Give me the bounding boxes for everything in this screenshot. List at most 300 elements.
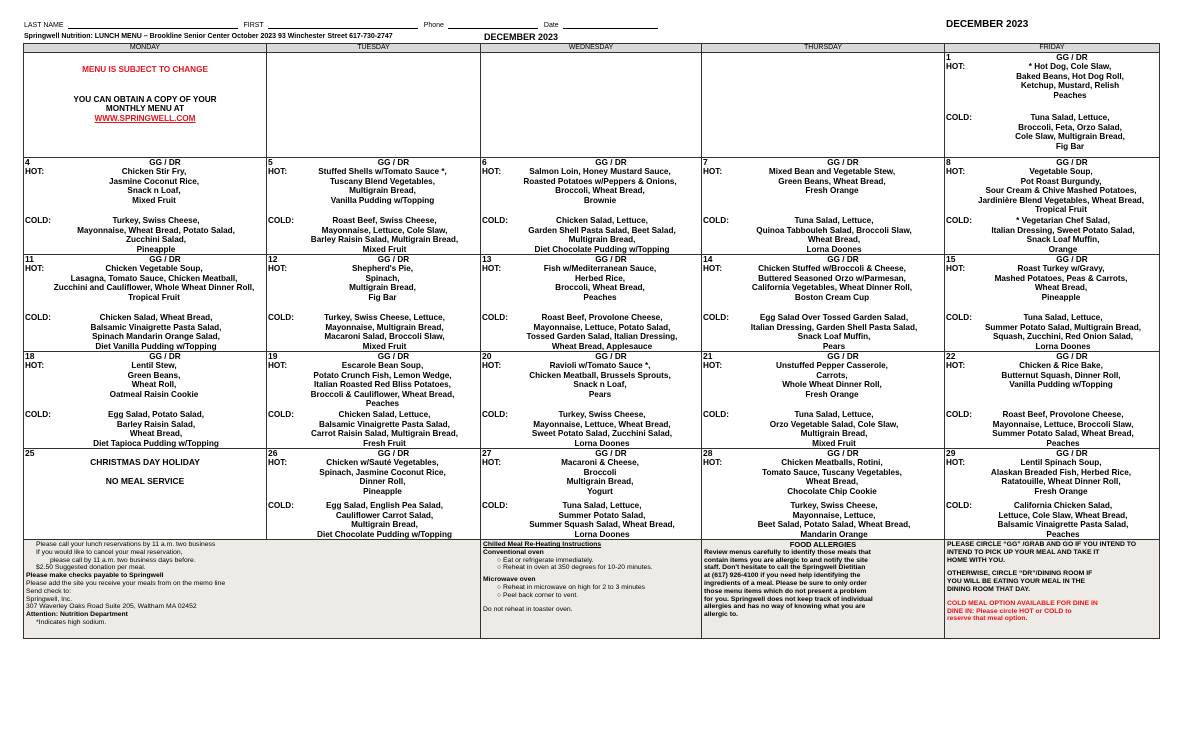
copy-notice-line: YOU CAN OBTAIN A COPY OF YOUR	[73, 94, 217, 104]
hot-item: Green Beans, Wheat Bread,	[778, 176, 886, 186]
hot-label[interactable]: HOT:	[25, 361, 45, 370]
week-row	[24, 449, 1160, 540]
cold-item: Tuna Salad, Lettuce,	[1030, 113, 1110, 122]
gg-dr-choice[interactable]: GG / DR	[1056, 53, 1088, 62]
day-cell	[481, 255, 702, 352]
hot-item: Boston Cream Cup	[794, 292, 870, 302]
cold-item: Sweet Potato Salad, Zucchini Salad,	[531, 429, 673, 438]
month-title: DECEMBER 2023	[484, 32, 559, 42]
website-link[interactable]: WWW.SPRINGWELL.COM	[94, 113, 196, 123]
info-bullet: $2.50 Suggested donation per meal.	[36, 564, 146, 572]
cold-item: Carrot Raisin Salad, Multigrain Bread,	[311, 429, 458, 438]
cold-item: California Chicken Salad,	[1013, 501, 1113, 510]
day-cell	[702, 158, 945, 255]
info-bullet: Please call your lunch reservations by 11 a.m. two business	[36, 541, 216, 548]
day-number: 28	[703, 448, 713, 458]
hot-item: Vanilla Pudding w/Topping	[1009, 380, 1113, 389]
cold-item: Roast Beef, Provolone Cheese,	[541, 313, 663, 322]
allergy-text: those menu items which do not present a problem	[704, 587, 867, 595]
week-row	[24, 255, 1160, 352]
gg-dr-choice[interactable]: GG / DR	[1056, 158, 1088, 167]
cold-option-note: reserve that meal option.	[947, 615, 1028, 623]
cold-item: Tuna Salad, Lettuce,	[794, 216, 874, 225]
allergy-text: for you. Springwell does not keep track of individual	[704, 595, 873, 603]
cold-item: Diet Chocolate Pudding w/Topping	[534, 244, 670, 254]
gg-instruction: HOME WITH YOU.	[947, 556, 1006, 564]
cold-item: Fig Bar	[1055, 141, 1085, 151]
hot-label[interactable]: HOT:	[703, 361, 723, 370]
gg-dr-choice[interactable]: GG / DR	[595, 352, 627, 361]
gg-dr-choice[interactable]: GG / DR	[377, 255, 410, 264]
gg-dr-choice[interactable]: GG / DR	[827, 449, 859, 458]
day-number: 26	[268, 448, 278, 458]
allergy-text: ingredients of a meal. Please be sure to only order	[704, 579, 867, 587]
day-number: 4	[25, 157, 30, 167]
date-field[interactable]	[563, 21, 658, 29]
cold-label[interactable]: COLD:	[946, 313, 972, 322]
hot-label[interactable]: HOT:	[946, 62, 966, 71]
allergy-text: contain items you are allergic to and notify the site	[704, 556, 868, 564]
day-number: 1	[946, 52, 951, 62]
cold-item: Wheat Bread,	[807, 235, 861, 244]
hot-item: Oatmeal Raisin Cookie	[109, 389, 199, 399]
gg-dr-choice[interactable]: GG / DR	[595, 449, 627, 458]
send-check-label: Send check to:	[26, 587, 71, 595]
cold-item: Multigrain Bread,	[568, 235, 636, 244]
gg-dr-choice[interactable]: GG / DR	[1056, 449, 1088, 458]
gg-dr-choice[interactable]: GG / DR	[827, 158, 859, 167]
cold-item: Squash, Zucchini, Red Onion Salad,	[992, 332, 1134, 341]
hot-item: Baked Beans, Hot Dog Roll,	[1016, 71, 1124, 81]
cold-item: Mayonnaise, Multigrain Bread,	[325, 322, 444, 332]
reheat-step-text: Peel back corner to vent.	[503, 591, 579, 599]
cold-label[interactable]: COLD:	[25, 410, 51, 419]
cold-item: Summer Squash Salad, Wheat Bread,	[529, 520, 675, 529]
cold-item: Diet Chocolate Pudding w/Topping	[317, 529, 452, 539]
day-number: 25	[25, 448, 35, 458]
hot-label[interactable]: HOT:	[25, 264, 45, 273]
hot-label[interactable]: HOT:	[25, 167, 45, 176]
hot-item: California Vegetables, Wheat Dinner Roll,	[751, 283, 913, 292]
attention-line: Attention: Nutrition Department	[26, 611, 128, 619]
org-name: Springwell, Inc.	[26, 595, 73, 603]
hot-label[interactable]: HOT:	[482, 167, 502, 176]
hot-item: Whole Wheat Dinner Roll,	[782, 380, 882, 389]
cold-item: * Vegetarian Chef Salad,	[1016, 216, 1110, 225]
hot-label[interactable]: HOT:	[946, 361, 966, 370]
gg-dr-choice[interactable]: GG / DR	[595, 158, 627, 167]
allergy-text: at (617) 926-4100 if you need help identifying the	[704, 572, 861, 580]
hot-item: Brownie	[583, 195, 617, 205]
empty-day-cell	[481, 53, 702, 158]
hot-item: Salmon Loin, Honey Mustard Sauce,	[529, 167, 671, 176]
gg-dr-choice[interactable]: GG / DR	[377, 352, 410, 361]
hot-item: Roast Turkey w/Gravy,	[1017, 264, 1105, 273]
hot-item: Lasagna, Tomato Sauce, Chicken Meatball,	[70, 273, 238, 283]
hot-item: Chicken Meatballs, Rotini,	[781, 458, 883, 467]
cold-item: Snack Loaf Muffin,	[797, 332, 871, 341]
hot-item: Vanilla Pudding w/Topping	[330, 195, 435, 205]
hot-item: Dinner Roll,	[359, 477, 406, 486]
cold-item: Mayonnaise, Lettuce, Broccoli Slaw,	[992, 419, 1134, 429]
hot-item: Peaches	[1053, 90, 1087, 100]
allergy-text: Review menus carefully to identify those meals that	[704, 548, 871, 556]
hot-label[interactable]: HOT:	[482, 458, 502, 467]
cold-item: Quinoa Tabbouleh Salad, Broccoli Slaw,	[756, 225, 912, 235]
cold-label[interactable]: COLD:	[482, 216, 508, 225]
gg-dr-instructions	[945, 540, 1160, 639]
cold-item: Mayonnaise, Lettuce,	[792, 510, 876, 520]
hot-label[interactable]: HOT:	[482, 264, 502, 273]
gg-dr-choice[interactable]: GG / DR	[377, 158, 410, 167]
cold-label[interactable]: COLD:	[25, 216, 51, 225]
hot-item: Fresh Orange	[805, 186, 859, 195]
day-number: 29	[946, 448, 956, 458]
gg-dr-choice[interactable]: GG / DR	[595, 255, 627, 264]
cold-item: Wheat Bread, Applesauce	[551, 341, 653, 351]
name-line	[24, 21, 662, 29]
cold-item: Lorna Doones	[574, 529, 630, 539]
cold-item: Balsamic Vinaigrette Pasta Salad,	[997, 520, 1129, 529]
hot-item: Ratatouille, Wheat Dinner Roll,	[1001, 477, 1121, 486]
first-label: FIRST	[243, 22, 264, 29]
microwave-heading: Microwave oven	[483, 576, 536, 584]
hot-item: Tuscany Blend Vegetables,	[330, 176, 435, 186]
cold-label[interactable]: COLD:	[268, 410, 294, 419]
hot-label[interactable]: HOT:	[703, 264, 723, 273]
gg-instruction: INTEND TO PICK UP YOUR MEAL AND TAKE IT	[947, 548, 1100, 556]
allergy-text: staff. Don't hesitate to call the Springwell Dietitian	[704, 564, 866, 572]
day-number: 14	[703, 254, 713, 264]
hot-item: Macaroni & Cheese,	[561, 458, 639, 467]
day-number: 6	[482, 157, 487, 167]
notice-cell	[24, 53, 267, 158]
cold-label[interactable]: COLD:	[703, 216, 729, 225]
hot-item: Green Beans,	[127, 370, 181, 380]
cold-item: Peaches	[1046, 529, 1080, 539]
cold-item: Chicken Salad, Lettuce,	[556, 216, 648, 225]
conventional-oven-heading: Conventional oven	[483, 548, 544, 556]
cold-label[interactable]: COLD:	[268, 313, 294, 322]
hot-item: Escarole Bean Soup,	[341, 361, 424, 370]
hot-item: Italian Roasted Red Bliss Potatoes,	[314, 380, 451, 389]
copy-notice-line: MONTHLY MENU AT	[105, 104, 185, 113]
hot-item: Mixed Fruit	[132, 195, 176, 205]
day-cell	[945, 352, 1160, 449]
hot-item: Fresh Orange	[805, 389, 859, 399]
hot-item: Roasted Potatoes w/Peppers & Onions,	[523, 176, 677, 186]
cold-item: Garden Shell Pasta Salad, Beet Salad,	[528, 225, 676, 235]
day-number: 27	[482, 448, 492, 458]
cold-item: Turkey, Swiss Cheese,	[558, 410, 646, 419]
cold-item: Macaroni Salad, Broccoli Slaw,	[324, 332, 445, 341]
cold-option-note: COLD MEAL OPTION AVAILABLE FOR DINE IN	[947, 599, 1098, 607]
cold-label[interactable]: COLD:	[268, 216, 294, 225]
cold-label[interactable]: COLD:	[703, 410, 729, 419]
hot-item: Carrots,	[816, 370, 848, 380]
hot-item: Wheat Bread,	[805, 477, 859, 486]
reheat-step-text: Reheat in oven at 350 degrees for 10-20 minutes.	[503, 564, 653, 572]
cold-option-note: DINE IN: Please circle HOT or COLD to	[947, 607, 1072, 615]
day-number: 15	[946, 254, 956, 264]
gg-dr-choice[interactable]: GG / DR	[149, 158, 181, 167]
day-cell	[24, 158, 267, 255]
cold-label[interactable]: COLD:	[946, 113, 972, 122]
hot-item: Butternut Squash, Dinner Roll,	[1001, 370, 1121, 380]
reheat-step: ○ Peel back corner to vent.	[497, 591, 579, 599]
cold-label[interactable]: COLD:	[268, 501, 294, 510]
day-number: 19	[268, 351, 278, 361]
holiday-title: CHRISTMAS DAY HOLIDAY	[90, 457, 200, 467]
cold-item: Chicken Salad, Wheat Bread,	[99, 313, 213, 322]
cold-item: Mayonnaise, Lettuce, Potato Salad,	[533, 322, 671, 332]
allergies-title: FOOD ALLERGIES	[789, 540, 857, 549]
hot-label[interactable]: HOT:	[703, 167, 723, 176]
day-number: 12	[268, 254, 278, 264]
hot-label[interactable]: HOT:	[268, 458, 288, 467]
hot-item: Pot Roast Burgundy,	[1020, 176, 1102, 186]
cold-item: Italian Dressing, Sweet Potato Salad,	[991, 225, 1135, 235]
reservation-info	[24, 540, 481, 639]
dr-instruction: YOU WILL BE EATING YOUR MEAL IN THE	[947, 578, 1086, 586]
day-number: 20	[482, 351, 492, 361]
hot-item: Broccoli	[583, 467, 617, 477]
gg-dr-choice[interactable]: GG / DR	[827, 255, 859, 264]
cold-label[interactable]: COLD:	[946, 501, 972, 510]
info-footer-row	[24, 540, 1160, 639]
hot-item: Stuffed Shells w/Tomato Sauce *,	[318, 167, 447, 176]
menu-change-notice: MENU IS SUBJECT TO CHANGE	[82, 65, 208, 74]
gg-dr-choice[interactable]: GG / DR	[1056, 352, 1088, 361]
hot-item: Jasmine Coconut Rice,	[108, 176, 200, 186]
info-bullet: please call by 11 a.m. two business days before.	[50, 556, 196, 564]
cold-item: Balsamic Vinaigrette Pasta Salad,	[319, 419, 450, 429]
phone-label: Phone	[423, 22, 444, 29]
phone-field[interactable]	[448, 21, 538, 29]
dr-instruction: DINING ROOM THAT DAY.	[947, 585, 1031, 593]
cold-item: Multigrain Bread,	[800, 429, 868, 438]
day-cell	[24, 255, 267, 352]
cold-item: Lorna Doones	[806, 244, 862, 254]
hot-label[interactable]: HOT:	[268, 361, 288, 370]
cold-item: Snack Loaf Muffin,	[1026, 235, 1100, 244]
hot-item: Peaches	[583, 292, 617, 302]
cold-item: Tossed Garden Salad, Italian Dressing,	[526, 332, 678, 341]
hot-item: Jardinière Blend Vegetables, Wheat Bread,	[977, 195, 1145, 205]
day-header-wednesday: WEDNESDAY	[481, 44, 702, 53]
hot-item: Mixed Bean and Vegetable Stew,	[768, 167, 896, 176]
day-cell	[481, 449, 702, 540]
hot-item: Multigrain Bread,	[349, 186, 416, 195]
gg-dr-choice[interactable]: GG / DR	[149, 255, 181, 264]
reheat-step: ○ Reheat in oven at 350 degrees for 10-20 minutes.	[497, 564, 653, 572]
memo-note: Please add the site you receive your meals from on the memo line	[26, 579, 226, 587]
day-cell	[267, 449, 481, 540]
last-name-label: LAST NAME	[24, 22, 64, 29]
hot-item: Ravioli w/Tomato Sauce *,	[549, 361, 651, 370]
hot-item: Chicken Stuffed w/Broccoli & Cheese,	[758, 264, 906, 273]
cold-item: Peaches	[1046, 438, 1080, 448]
first-name-field[interactable]	[268, 21, 418, 29]
cold-label[interactable]: COLD:	[946, 410, 972, 419]
hot-item: Fresh Orange	[1034, 486, 1088, 496]
hot-item: Sour Cream & Chive Mashed Potatoes,	[985, 186, 1137, 195]
last-name-field[interactable]	[68, 21, 238, 29]
hot-item: Ketchup, Mustard, Relish	[1020, 81, 1120, 90]
gg-instruction: PLEASE CIRCLE “GG” /GRAB AND GO IF YOU INTEND TO	[947, 541, 1137, 548]
hot-item: Tropical Fruit	[128, 292, 180, 302]
empty-day-cell	[267, 53, 481, 158]
cold-item: Cole Slaw, Multigrain Bread,	[1015, 132, 1125, 141]
hot-item: Fish w/Mediterranean Sauce,	[543, 264, 657, 273]
hot-item: Spinach, Jasmine Coconut Rice,	[319, 467, 446, 477]
toaster-warning: Do not reheat in toaster oven.	[483, 605, 573, 613]
hot-item: Multigrain Bread,	[349, 283, 416, 292]
day-cell	[702, 352, 945, 449]
day-header-tuesday: TUESDAY	[267, 44, 481, 53]
hot-item: Pears	[588, 389, 612, 399]
gg-dr-choice[interactable]: GG / DR	[1056, 255, 1088, 264]
menu-calendar	[23, 43, 1160, 639]
day-number: 5	[268, 157, 273, 167]
cold-item: Summer Potato Salad, Multigrain Bread,	[984, 322, 1142, 332]
cold-item: Barley Raisin Salad, Multigrain Bread,	[310, 235, 459, 244]
day-header-row	[24, 44, 1160, 53]
cold-label[interactable]: COLD:	[946, 216, 972, 225]
info-bullet: If you would like to cancel your meal reservation,	[36, 548, 183, 556]
hot-item: Tropical Fruit	[1035, 205, 1087, 214]
day-number: 11	[25, 254, 34, 264]
hot-item: Lentil Stew,	[131, 361, 177, 370]
allergy-text: allergies and has no way of knowing what you are	[704, 603, 866, 611]
hot-item: * Hot Dog, Cole Slaw,	[1028, 62, 1112, 71]
cold-item: Mixed Fruit	[362, 341, 407, 351]
gg-dr-choice[interactable]: GG / DR	[149, 352, 181, 361]
cold-item: Lettuce, Cole Slaw, Wheat Bread,	[998, 510, 1128, 520]
hot-item: Chicken Stir Fry,	[121, 167, 187, 176]
cold-label[interactable]: COLD:	[703, 313, 729, 322]
cold-item: Turkey, Swiss Cheese, Lettuce,	[324, 313, 445, 322]
hot-label[interactable]: HOT:	[268, 167, 288, 176]
cold-item: Italian Dressing, Garden Shell Pasta Salad,	[750, 322, 918, 332]
day-number: 18	[25, 351, 35, 361]
cold-item: Beet Salad, Potato Salad, Wheat Bread,	[757, 520, 911, 529]
hot-item: Buttered Seasoned Orzo w/Parmesan,	[758, 273, 906, 283]
week-row	[24, 53, 1160, 158]
cold-item: Egg Salad, English Pea Salad,	[326, 501, 443, 510]
day-header-friday: FRIDAY	[945, 44, 1160, 53]
reheating-instructions	[481, 540, 702, 639]
day-cell	[945, 158, 1160, 255]
hot-label[interactable]: HOT:	[703, 458, 723, 467]
week-row	[24, 158, 1160, 255]
holiday-cell	[24, 449, 267, 540]
hot-label[interactable]: HOT:	[268, 264, 288, 273]
hot-item: Zucchini and Cauliflower, Whole Wheat Dinner Roll,	[53, 283, 255, 292]
day-number: 13	[482, 254, 492, 264]
reheat-step-text: Eat or refrigerate immediately.	[503, 556, 594, 564]
day-cell	[945, 255, 1160, 352]
cold-item: Orzo Vegetable Salad, Cole Slaw,	[769, 419, 899, 429]
cold-item: Mandarin Orange	[800, 529, 868, 539]
gg-dr-choice[interactable]: GG / DR	[377, 449, 410, 458]
hot-item: Chicken Meatball, Brussels Sprouts,	[529, 370, 671, 380]
hot-label[interactable]: HOT:	[482, 361, 502, 370]
mailing-address: 307 Waverley Oaks Road Suite 205, Waltham MA 02452	[26, 603, 197, 611]
hot-item: Unstuffed Pepper Casserole,	[776, 361, 888, 370]
dr-instruction: OTHERWISE, CIRCLE “DR”/DINING ROOM IF	[947, 570, 1093, 578]
hot-item: Pineapple	[363, 486, 402, 496]
cold-label[interactable]: COLD:	[25, 313, 51, 322]
cold-item: Diet Tapioca Pudding w/Topping	[93, 438, 219, 448]
cold-item: Fresh Fruit	[363, 438, 406, 448]
hot-item: Peaches	[365, 399, 400, 408]
hot-item: Broccoli, Wheat Bread,	[555, 283, 645, 292]
cold-label[interactable]: COLD:	[482, 501, 508, 510]
hot-label[interactable]: HOT:	[946, 167, 966, 176]
day-cell	[267, 255, 481, 352]
hot-item: Snack n Loaf,	[127, 186, 181, 195]
cold-item: Lorna Doones	[1035, 341, 1091, 351]
cold-item: Chicken Salad, Lettuce,	[338, 410, 431, 419]
no-service-note: NO MEAL SERVICE	[105, 476, 185, 486]
hot-item: Herbed Rice,	[574, 273, 626, 283]
day-cell	[267, 352, 481, 449]
hot-item: Vegetable Soup,	[1029, 167, 1093, 176]
cold-item: Tuna Salad, Lettuce,	[562, 501, 642, 510]
day-number: 8	[946, 157, 951, 167]
hot-item: Chicken w/Sauté Vegetables,	[326, 458, 439, 467]
cold-item: Mayonnaise, Lettuce, Wheat Bread,	[533, 419, 671, 429]
hot-item: Mashed Potatoes, Peas & Carrots,	[994, 273, 1128, 283]
day-cell	[24, 352, 267, 449]
empty-day-cell	[702, 53, 945, 158]
cold-item: Mixed Fruit	[362, 244, 407, 254]
cold-item: Mayonnaise, Lettuce, Cole Slaw,	[321, 225, 448, 235]
hot-item: Shepherd's Pie,	[351, 264, 414, 273]
hot-item: Wheat Roll,	[131, 380, 177, 389]
cold-item: Wheat Bread,	[129, 429, 183, 438]
cold-item: Summer Potato Salad,	[558, 510, 646, 520]
hot-item: Chocolate Chip Cookie	[787, 486, 877, 496]
cold-label[interactable]: COLD:	[482, 313, 508, 322]
hot-label[interactable]: HOT:	[946, 264, 966, 273]
hot-item: Snack n Loaf,	[573, 380, 627, 389]
hot-item: Multigrain Bread,	[566, 477, 634, 486]
hot-item: Wheat Bread,	[1034, 283, 1088, 292]
cold-item: Mayonnaise, Wheat Bread, Potato Salad,	[77, 225, 235, 235]
day-cell	[945, 53, 1160, 158]
food-allergies-info	[702, 540, 945, 639]
site-info-line: Springwell Nutrition: LUNCH MENU – Brookline Senior Center October 2023 93 Winchester Street 617-730-2747	[24, 33, 393, 40]
cold-item: Lorna Doones	[574, 438, 630, 448]
day-cell	[481, 352, 702, 449]
day-cell	[702, 255, 945, 352]
hot-item: Chicken Vegetable Soup,	[105, 264, 203, 273]
cold-item: Cauliflower Carrot Salad,	[335, 510, 434, 520]
hot-label[interactable]: HOT:	[946, 458, 966, 467]
sodium-note: *Indicates high sodium.	[36, 618, 107, 626]
day-number: 21	[703, 351, 713, 361]
hot-item: Yogurt	[587, 486, 613, 496]
cold-label[interactable]: COLD:	[482, 410, 508, 419]
cold-item: Egg Salad Over Tossed Garden Salad,	[759, 313, 909, 322]
hot-item: Broccoli & Cauliflower, Wheat Bread,	[310, 389, 455, 399]
gg-dr-choice[interactable]: GG / DR	[827, 352, 859, 361]
day-number: 7	[703, 157, 708, 167]
cold-item: Egg Salad, Potato Salad,	[108, 410, 204, 419]
reheat-step: ○ Reheat in microwave on high for 2 to 3 minutes	[497, 583, 646, 591]
